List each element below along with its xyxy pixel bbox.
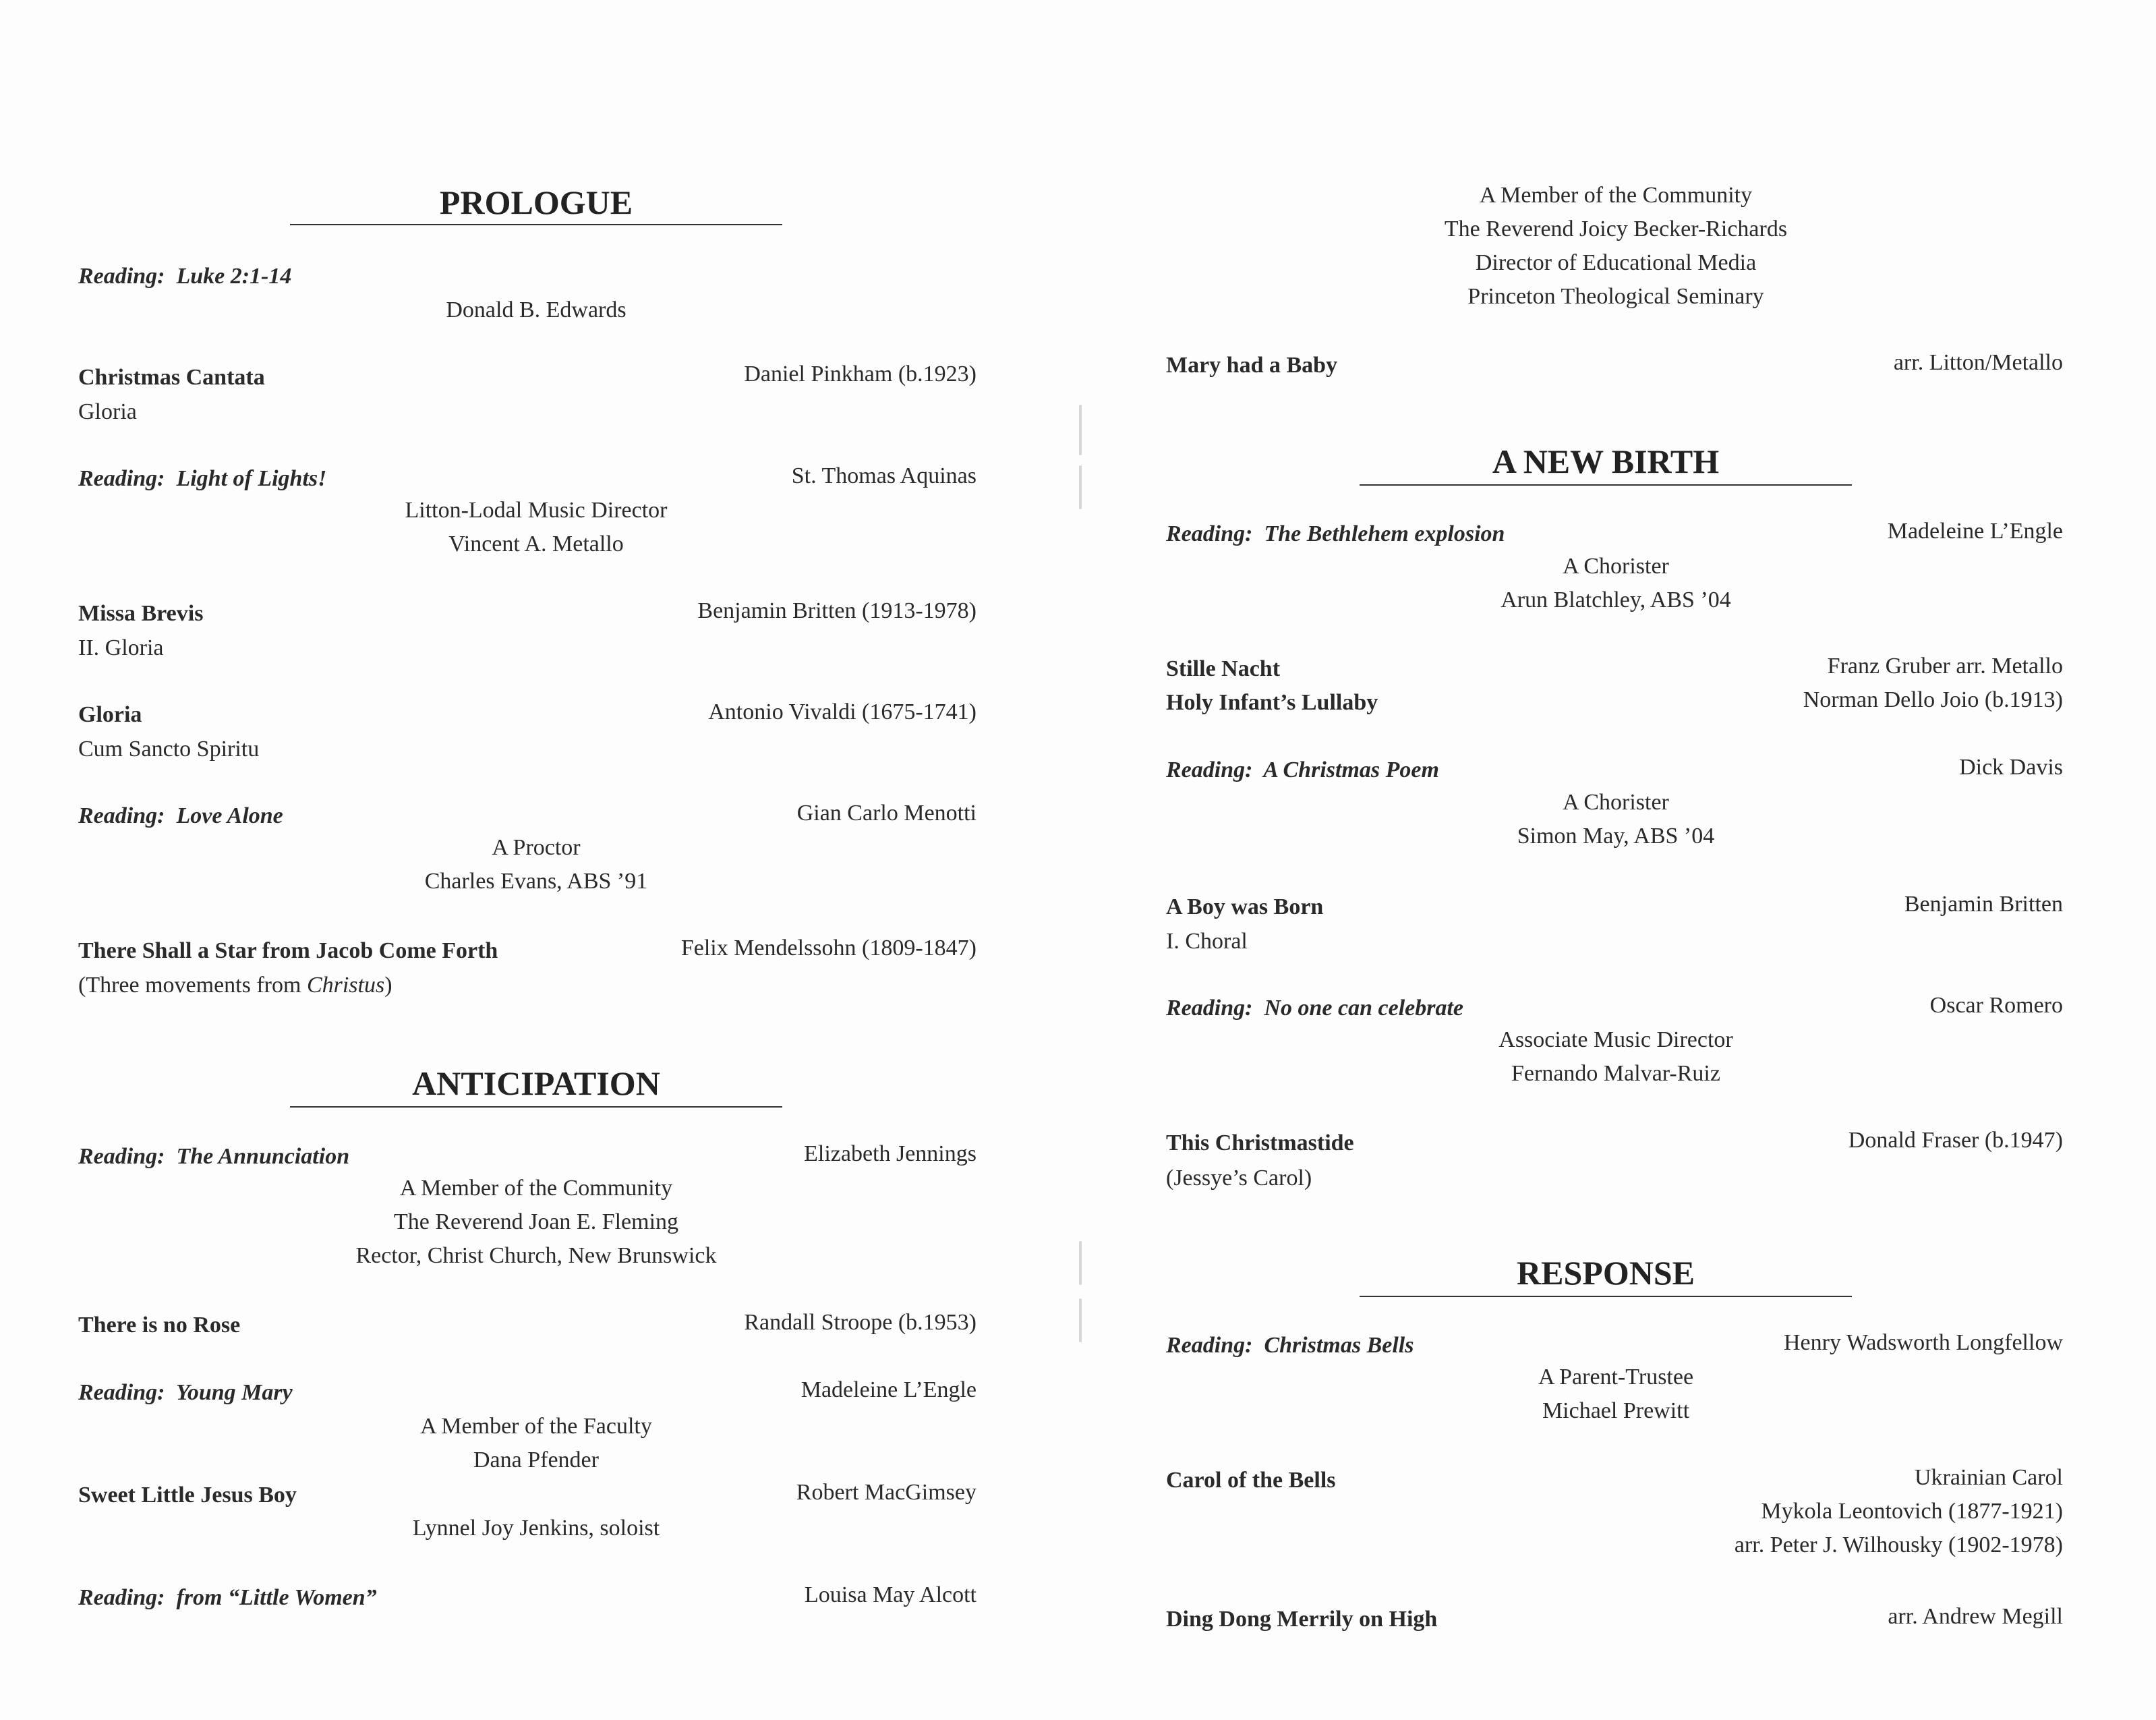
movement-i-choral: I. Choral xyxy=(1166,929,1248,954)
reader-role-chorister: A Chorister xyxy=(1563,554,1669,579)
composer-mendelssohn: Felix Mendelssohn (1809-1847) xyxy=(680,936,977,961)
composer-britten-dates: Benjamin Britten (1913-1978) xyxy=(697,598,977,623)
composer-macgimsey: Robert MacGimsey xyxy=(796,1480,977,1505)
composer-leontovich: Mykola Leontovich (1877-1921) xyxy=(1761,1499,2063,1524)
credit-line-1: A Member of the Community xyxy=(1479,183,1753,208)
composer-wilhousky: arr. Peter J. Wilhousky (1902-1978) xyxy=(1734,1532,2063,1557)
reading-christmas-poem: Reading: A Christmas Poem xyxy=(1166,757,1439,782)
composer-pinkham: Daniel Pinkham (b.1923) xyxy=(744,362,977,386)
title-there-is-no-rose: There is no Rose xyxy=(78,1313,241,1338)
title-a-boy-was-born: A Boy was Born xyxy=(1166,894,1324,919)
reader-role-faculty: A Member of the Faculty xyxy=(420,1414,652,1439)
composer-litton-metallo: arr. Litton/Metallo xyxy=(1893,350,2063,375)
title-holy-infants-lullaby: Holy Infant’s Lullaby xyxy=(1166,690,1378,715)
credit-line-4: Princeton Theological Seminary xyxy=(1467,284,1764,309)
reader-prewitt: Michael Prewitt xyxy=(1542,1398,1690,1423)
movement-gloria: Gloria xyxy=(78,399,137,424)
movement-cum-sancto: Cum Sancto Spiritu xyxy=(78,737,260,762)
reader-evans: Charles Evans, ABS ’91 xyxy=(424,869,648,894)
response-heading: RESPONSE xyxy=(1517,1254,1695,1292)
composer-dello-joio: Norman Dello Joio (b.1913) xyxy=(1803,687,2063,712)
reader-role-chorister-2: A Chorister xyxy=(1563,790,1669,815)
reading-bethlehem-explosion: Reading: The Bethlehem explosion xyxy=(1166,521,1505,546)
author-lengle: Madeleine L’Engle xyxy=(800,1377,977,1402)
author-lengle: Madeleine L’Engle xyxy=(1887,519,2063,544)
composer-stroope: Randall Stroope (b.1953) xyxy=(744,1310,977,1335)
reader-blatchley: Arun Blatchley, ABS ’04 xyxy=(1501,587,1731,612)
right-page xyxy=(1078,0,2156,1720)
subtitle-jessyes-carol: (Jessye’s Carol) xyxy=(1166,1166,1312,1191)
author-jennings: Elizabeth Jennings xyxy=(804,1141,977,1166)
reader-role-community: A Member of the Community xyxy=(399,1176,673,1201)
reader-malvar-ruiz: Fernando Malvar-Ruiz xyxy=(1511,1061,1720,1086)
reading-little-women: Reading: from “Little Women” xyxy=(78,1585,377,1610)
note-three-movements: (Three movements from Christus) xyxy=(78,973,392,998)
reading-christmas-bells: Reading: Christmas Bells xyxy=(1166,1333,1414,1358)
reading-no-one-can-celebrate: Reading: No one can celebrate xyxy=(1166,996,1463,1021)
anticipation-heading: ANTICIPATION xyxy=(412,1064,660,1102)
new-birth-heading: A NEW BIRTH xyxy=(1492,442,1720,480)
composer-megill: arr. Andrew Megill xyxy=(1888,1604,2063,1629)
reader-pfender: Dana Pfender xyxy=(473,1447,599,1472)
reading-light-of-lights: Reading: Light of Lights! xyxy=(78,466,327,491)
reading-love-alone: Reading: Love Alone xyxy=(78,803,283,828)
composer-gruber: Franz Gruber arr. Metallo xyxy=(1827,654,2063,679)
author-longfellow: Henry Wadsworth Longfellow xyxy=(1784,1330,2063,1355)
credit-line-3: Director of Educational Media xyxy=(1475,250,1757,275)
prologue-rule xyxy=(290,224,782,225)
reader-role-parent-trustee: A Parent-Trustee xyxy=(1538,1365,1694,1389)
title-this-christmastide: This Christmastide xyxy=(1166,1130,1354,1155)
reader-role-music-director: Litton-Lodal Music Director xyxy=(405,498,668,523)
composer-ukrainian-carol: Ukrainian Carol xyxy=(1915,1465,2063,1490)
reader-role-associate-director: Associate Music Director xyxy=(1498,1027,1733,1052)
movement-ii-gloria: II. Gloria xyxy=(78,635,164,660)
author-dick-davis: Dick Davis xyxy=(1959,755,2063,780)
anticipation-rule xyxy=(290,1106,782,1108)
reader-donald: Donald B. Edwards xyxy=(446,297,627,322)
reading-luke: Reading: Luke 2:1-14 xyxy=(78,264,292,289)
response-rule xyxy=(1360,1296,1852,1297)
reading-annunciation: Reading: The Annunciation xyxy=(78,1144,350,1169)
author-menotti: Gian Carlo Menotti xyxy=(796,801,977,826)
reader-role-proctor: A Proctor xyxy=(492,835,581,860)
author-aquinas: St. Thomas Aquinas xyxy=(791,463,977,488)
title-carol-of-the-bells: Carol of the Bells xyxy=(1166,1468,1336,1493)
new-birth-rule xyxy=(1360,484,1852,486)
title-stille-nacht: Stille Nacht xyxy=(1166,656,1281,681)
title-christmas-cantata: Christmas Cantata xyxy=(78,365,265,390)
title-ding-dong-merrily: Ding Dong Merrily on High xyxy=(1166,1607,1438,1632)
author-alcott: Louisa May Alcott xyxy=(805,1582,977,1607)
title-there-shall-a-star: There Shall a Star from Jacob Come Forth xyxy=(78,938,498,963)
author-romero: Oscar Romero xyxy=(1929,993,2063,1018)
composer-britten: Benjamin Britten xyxy=(1904,892,2063,917)
reader-metallo: Vincent A. Metallo xyxy=(448,532,624,556)
title-missa-brevis: Missa Brevis xyxy=(78,601,204,626)
soloist-jenkins: Lynnel Joy Jenkins, soloist xyxy=(412,1516,660,1541)
reading-young-mary: Reading: Young Mary xyxy=(78,1380,293,1405)
title-sweet-little-jesus-boy: Sweet Little Jesus Boy xyxy=(78,1483,297,1508)
reader-simon-may: Simon May, ABS ’04 xyxy=(1517,824,1715,849)
title-gloria: Gloria xyxy=(78,702,142,727)
composer-fraser: Donald Fraser (b.1947) xyxy=(1848,1128,2063,1153)
credit-line-2: The Reverend Joicy Becker-Richards xyxy=(1444,217,1788,241)
title-mary-had-a-baby: Mary had a Baby xyxy=(1166,353,1338,378)
composer-vivaldi: Antonio Vivaldi (1675-1741) xyxy=(708,699,977,724)
reader-detail-rector: Rector, Christ Church, New Brunswick xyxy=(355,1243,717,1268)
reader-fleming: The Reverend Joan E. Fleming xyxy=(393,1209,679,1234)
prologue-heading: PROLOGUE xyxy=(439,183,633,221)
